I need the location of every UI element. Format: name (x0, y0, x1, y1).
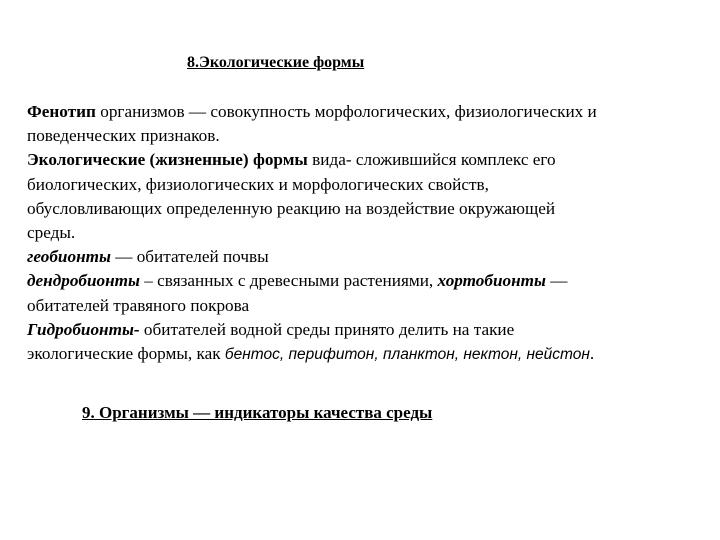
term-hortobionts: хортобионты (437, 271, 546, 291)
definitions-paragraph (27, 100, 707, 367)
term-geobionts: геобионты (27, 247, 111, 267)
line-grass-cover: обитателей травяного покрова (27, 295, 250, 315)
hydrobionts-definition: обитателей водной среды принято делить на такие (139, 319, 515, 339)
forms-list: бентос, перифитон, планктон, нектон, нейстон (224, 346, 590, 364)
line-dendrobionts (27, 269, 707, 293)
period: . (589, 344, 595, 364)
line-phenotype (27, 100, 707, 124)
section-8-heading: 8.Экологические формы (187, 54, 365, 71)
phenotype-definition: организмов — совокупность морфологических, физиологических и (95, 102, 597, 121)
line-environment: среды. (27, 223, 76, 243)
dash: — (545, 271, 568, 291)
dendrobionts-definition: – связанных с древесными растениями, (139, 271, 438, 291)
line-behavioral: поведенческих признаков. (27, 126, 220, 146)
line-forms-list (27, 342, 707, 367)
term-dendrobionts: дендробионты (27, 271, 140, 291)
term-hydrobionts: Гидробионты- (27, 319, 140, 339)
forms-intro: экологические формы, как (27, 344, 225, 364)
line-biological: биологических, физиологических и морфологических свойств, (27, 174, 489, 194)
section-9-heading: 9. Организмы — индикаторы качества среды (82, 403, 433, 422)
line-hydrobionts (27, 318, 707, 342)
ecological-forms-definition: вида- сложившийся комплекс его (307, 150, 556, 170)
term-ecological-forms: Экологические (жизненные) формы (27, 150, 308, 170)
line-geobionts (27, 245, 707, 269)
geobionts-definition: — обитателей почвы (110, 247, 269, 267)
line-ecological-forms (27, 148, 707, 172)
term-phenotype: Фенотип (27, 102, 96, 121)
line-reaction: обусловливающих определенную реакцию на воздействие окружающей (27, 198, 556, 218)
